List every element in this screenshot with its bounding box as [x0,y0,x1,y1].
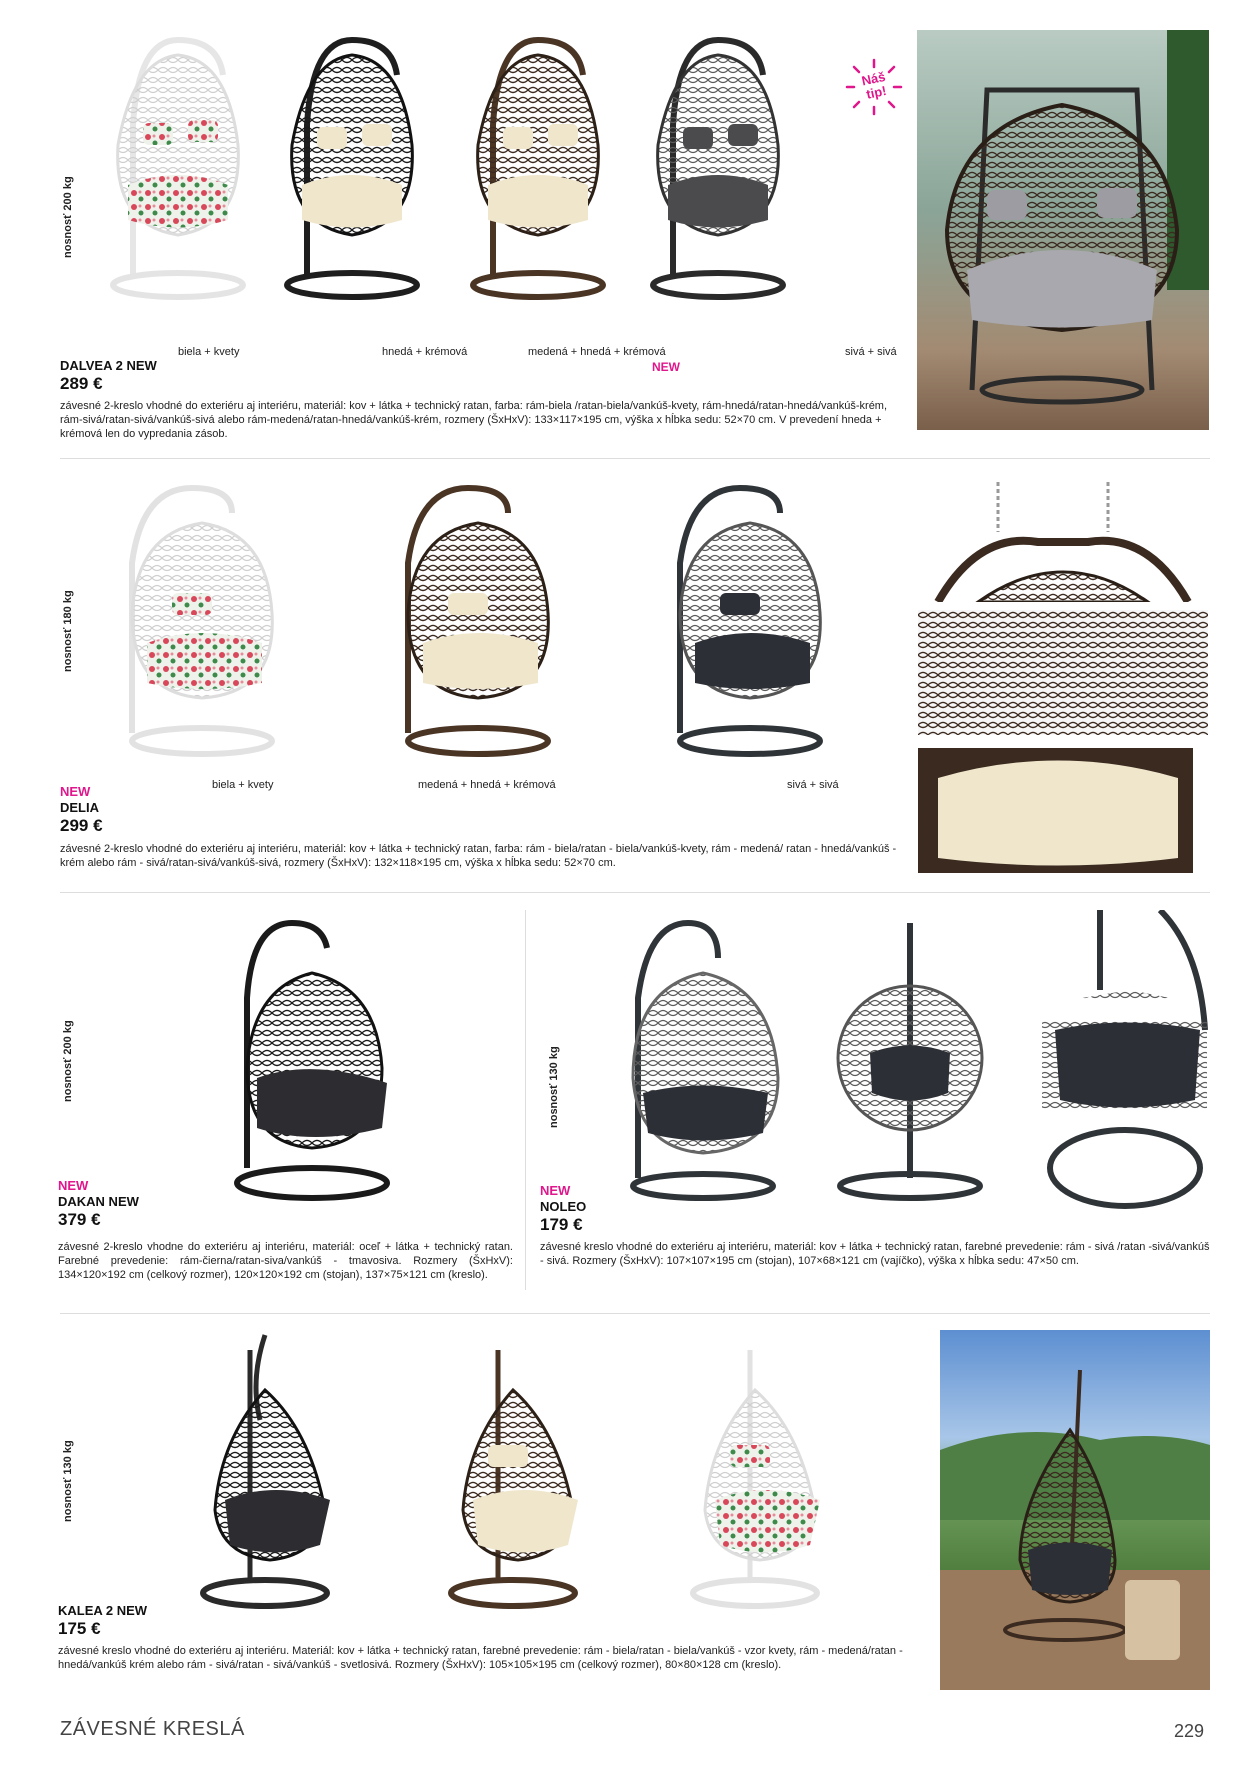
new-tag: NEW [58,1178,89,1193]
capacity-label: nosnosť 200 kg [62,176,74,258]
chair-image-white-floral [92,483,302,763]
kalea-lifestyle-photo [940,1330,1210,1690]
product-price: 299 € [60,816,103,835]
section-divider [60,458,1210,459]
chair-image-dakan [212,918,412,1208]
chair-image-copper-brown-cream [368,483,578,763]
capacity-label: nosnosť 130 kg [548,1046,560,1128]
product-price: 179 € [540,1215,583,1234]
variant-label: hnedá + krémová [382,346,468,358]
variant-label: medená + hnedá + krémová [528,346,666,358]
product-price: 175 € [58,1619,101,1638]
section-divider [60,892,1210,893]
product-name: DALVEA 2 NEW [60,358,157,373]
section-divider [60,1313,1210,1314]
delia-detail-photo-middle [918,610,1208,735]
chair-image-kalea-white-floral [680,1330,830,1615]
delia-detail-photo-bottom [918,748,1193,873]
capacity-label: nosnosť 130 kg [62,1440,74,1522]
chair-image-noleo-detail [1040,910,1210,1210]
tip-badge-text: Náš tip! [860,68,888,102]
chair-image-white-floral [88,35,268,305]
product-description: závesné 2-kreslo vhodne do exteriéru aj interiéru, materiál: oceľ + látka + technický ratan. Farebné prevedenie: rám-čierna/ratan-siva/vankúš - tmavosiva. Rozmery (ŠxHxV): 134×120×192 cm (celkový rozmer), 120×120×192 cm (stojan), 137×75×121 cm (kreslo). [58,1241,513,1281]
product-price: 379 € [58,1210,101,1229]
product-name: DELIA [60,800,99,815]
dalvea-lifestyle-photo [917,30,1209,430]
new-tag: NEW [540,1183,571,1198]
chair-image-noleo-sphere [830,918,990,1208]
new-tag: NEW [60,784,91,799]
product-name: NOLEO [540,1199,587,1214]
page-number: 229 [1174,1721,1205,1741]
chair-image-kalea-brown-cream [438,1330,588,1615]
chair-image-grey [628,35,808,305]
delia-detail-photo-top [918,472,1208,602]
variant-label: sivá + sivá [845,346,897,358]
variant-label: biela + kvety [212,779,274,791]
section-divider-vertical [525,910,526,1290]
capacity-label: nosnosť 200 kg [62,1020,74,1102]
chair-image-kalea-grey [190,1330,340,1615]
chair-image-grey [640,483,850,763]
product-description: závesné kreslo vhodné do exteriéru aj interiéru, materiál: kov + látka + technický ratan, farebné prevedenie: rám - sivá /ratan -sivá/vankúš - sivá. Rozmery (ŠxHxV): 107×107×195 cm (stojan), 107×68×121 cm (vajíčko), výška x hĺbka sedu: 47×50 cm. [540,1241,1210,1267]
variant-new-tag: NEW [652,360,680,374]
capacity-label: nosnosť 180 kg [62,590,74,672]
product-description: závesné kreslo vhodné do exteriéru aj interiéru. Materiál: kov + látka + technický ratan, farebné prevedenie: rám - biela/ratan - biela/vankúš - vzor kvety, rám - medená/ratan - hnedá/vankúš krém alebo rám - sivá/ratan - sivá/vankúš - svetlosivá. Rozmery (ŠxHxV): 105×105×195 cm (celkový rozmer), 80×80×128 cm (kreslo). [58,1645,903,1671]
product-name: DAKAN NEW [58,1194,139,1209]
chair-image-noleo-grey [618,918,788,1208]
chair-image-copper-brown-cream [448,35,628,305]
variant-label: sivá + sivá [787,779,839,791]
chair-image-brown-cream [262,35,442,305]
product-description: závesné 2-kreslo vhodné do exteriéru aj interiéru, materiál: kov + látka + technický ratan, farba: rám - biela/ratan - biela/vankúš-kvety, rám - medená/ ratan - hnedá/vankúš - krém alebo rám - sivá/ratan-sivá/vankúš-sivá, rozmery (ŠxHxV): 132×118×195 cm, výška x hĺbka sedu: 52×70 cm. [60,843,897,869]
product-price: 289 € [60,374,103,393]
variant-label: medená + hnedá + krémová [418,779,556,791]
product-description: závesné 2-kreslo vhodné do exteriéru aj interiéru, materiál: kov + látka + technický ratan, farba: rám-biela /ratan-biela/vankúš-kvety, rám-hnedá/ratan-hnedá/vankúš-krém, rám-sivá/ratan-sivá/vankúš-sivá alebo rám-medená/ratan-hnedá/vankúš-krém, rozmery (ŠxHxV): 133×117×195 cm, výška x hĺbka sedu: 52×70 cm. V prevedení hneda + krémová len do vypredania zásob. [60,400,888,440]
variant-label: biela + kvety [178,346,240,358]
page-section-title: ZÁVESNÉ KRESLÁ [60,1718,245,1740]
product-name: KALEA 2 NEW [58,1603,148,1618]
tip-badge [845,58,903,116]
